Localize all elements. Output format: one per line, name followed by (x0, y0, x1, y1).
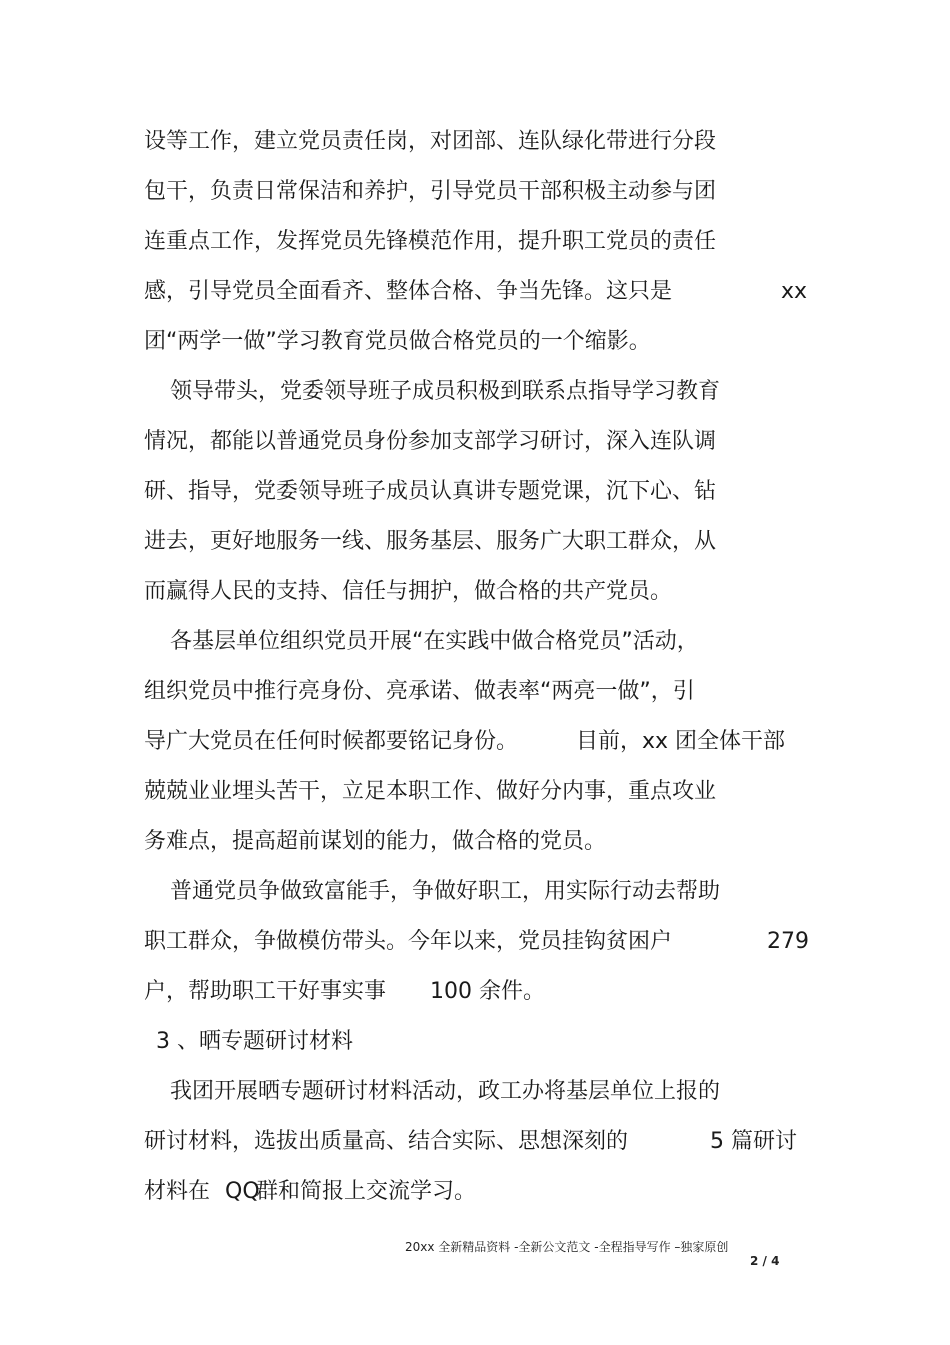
text-segment: 进去，更好地服务一线、服务基层、服务广大职工群众，从 (144, 529, 717, 554)
text-segment: 群和简报上交流学习。 (256, 1179, 477, 1204)
text-segment: 团“两学一做”学习教育党员做合格党员的一个缩影。 (144, 329, 651, 354)
text-segment: 领导带头，党委领导班子成员积极到联系点指导学习教育 (170, 379, 721, 404)
text-segment: 情况，都能以普通党员身份参加支部学习研讨，深入连队调 (144, 429, 717, 454)
page-number: 2 / 4 (750, 1254, 780, 1268)
text-segment: QQ (225, 1179, 260, 1204)
text-segment: 279 (767, 929, 809, 954)
text-segment: 包干，负责日常保洁和养护，引导党员干部积极主动参与团 (144, 179, 717, 204)
text-segment: 研讨材料，选拔出质量高、结合实际、思想深刻的 (144, 1129, 629, 1154)
text-segment: 而赢得人民的支持、信任与拥护，做合格的共产党员。 (144, 579, 673, 604)
text-segment: 目前，xx 团全体干部 (576, 729, 786, 754)
text-segment: 各基层单位组织党员开展“在实践中做合格党员”活动， (170, 629, 699, 654)
text-segment: 100 余件。 (430, 979, 545, 1004)
text-segment: 5 篇研讨 (710, 1129, 797, 1154)
text-segment: 户，帮助职工干好事实事 (144, 979, 387, 1004)
text-segment: 导广大党员在任何时候都要铭记身份。 (144, 729, 519, 754)
text-segment: 连重点工作，发挥党员先锋模范作用，提升职工党员的责任 (144, 229, 717, 254)
text-segment: 研、指导，党委领导班子成员认真讲专题党课，沉下心、钻 (144, 479, 717, 504)
text-segment: 普通党员争做致富能手，争做好职工，用实际行动去帮助 (170, 879, 721, 904)
text-segment: 我团开展晒专题研讨材料活动，政工办将基层单位上报的 (170, 1079, 721, 1104)
text-segment: 设等工作，建立党员责任岗，对团部、连队绿化带进行分段 (144, 129, 717, 154)
text-segment: xx (781, 279, 808, 304)
text-segment: 感，引导党员全面看齐、整体合格、争当先锋。这只是 (144, 279, 673, 304)
footer-text: 20xx 全新精品资料 -全新公文范文 -全程指导写作 –独家原创 (405, 1240, 729, 1254)
text-segment: 务难点，提高超前谋划的能力，做合格的党员。 (144, 829, 607, 854)
text-segment: 材料在 (144, 1179, 211, 1204)
text-segment: 3 、晒专题研讨材料 (156, 1029, 353, 1054)
text-segment: 组织党员中推行亮身份、亮承诺、做表率“两亮一做”，引 (144, 679, 695, 704)
text-segment: 兢兢业业埋头苦干，立足本职工作、做好分内事，重点攻业 (144, 779, 717, 804)
text-segment: 职工群众，争做模仿带头。今年以来，党员挂钩贫困户 (144, 929, 673, 954)
